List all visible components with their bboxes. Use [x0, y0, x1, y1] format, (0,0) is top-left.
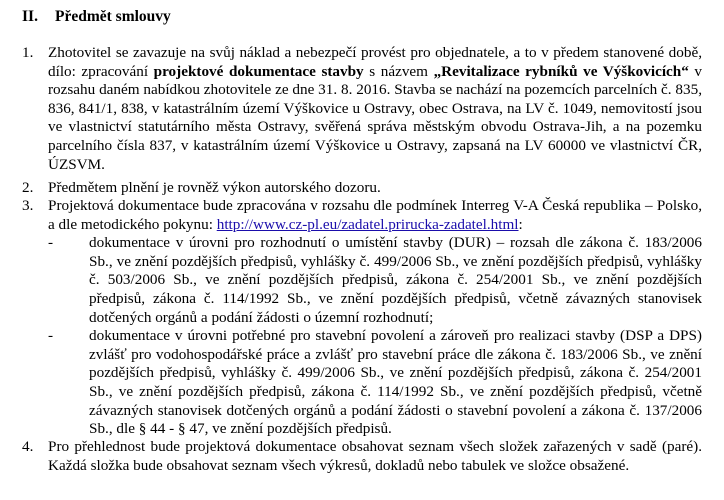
sub-list-item-1: [48, 234, 702, 327]
bold-project-documentation: projektové dokumentace stavby: [153, 62, 364, 80]
bold-project-name: „Revitalizace rybníků ve Výškovicích“: [433, 62, 689, 80]
section-number: II.: [22, 8, 38, 25]
list-item-4: [22, 438, 702, 475]
list-item-2: [22, 179, 702, 198]
item-number: 2.: [22, 179, 34, 196]
list-item-3: [22, 197, 702, 439]
item-text-part: s názvem: [363, 62, 434, 80]
section-title: Předmět smlouvy: [55, 8, 171, 25]
dash-bullet: -: [48, 327, 54, 345]
item-text: [48, 197, 702, 234]
methodology-link[interactable]: http://www.cz-pl.eu/zadatel.prirucka-zadatel.html: [216, 215, 519, 233]
item-number: 3.: [22, 197, 34, 214]
item-text-part: v rozsahu daném nabídkou zhotovitele ze dne 31. 8. 2016. Stavba se nachází na pozemcích parcelních č. 835, 836, 841/1, 838, v katastrálním území Výškovice u Ostravy, obec Ostrava, na LV č. 1049, nemovitostí jsou ve vlastnictví statutárního města Ostravy, svěřená správa městským obvodu Ostrava-Jih, a na pozemku parcelního čísla 837, v katastrálním území Výškovice u Ostravy, zapsaná na LV 60000 ve vlastnictví ČR, ÚZSVM.: [48, 62, 703, 173]
item-text: Pro přehlednost bude projektová dokumentace obsahovat seznam všech složek zařazených v sadě (paré). Každá složka bude obsahovat seznam všech výkresů, dokladů nebo tabulek ve složce obsažené.: [48, 438, 702, 474]
item-number: 4.: [22, 438, 34, 455]
item-text: [48, 44, 702, 174]
item-number: 1.: [22, 44, 34, 61]
section-heading: [22, 8, 171, 27]
sub-item-text: dokumentace v úrovni potřebné pro stavební povolení a zároveň pro realizaci stavby (DSP a DPS) zvlášť pro vodohospodářské práce a zvlášť pro stavební práce dle zákona č. 183/2006 Sb., ve znění pozdějších předpisů, vyhlášky č. 499/2006 Sb., ve znění pozdějších předpisů, zákona č. 254/2001 Sb., ve znění pozdějších předpisů, zákona č. 114/1992 Sb., ve znění pozdějších předpisů, včetně závazných stanovisek dotčených orgánů a podání žádosti o stavební povolení a zákona č. 137/2006 Sb., dle § 44 - § 47, ve znění pozdějších předpisů.: [89, 327, 702, 438]
list-item-1: [22, 44, 702, 174]
item-text-part: Projektová dokumentace bude zpracována v rozsahu dle podmínek Interreg V-A Česká republika – Polsko, a dle metodického pokynu:: [48, 197, 702, 233]
dash-bullet: -: [48, 234, 54, 252]
sub-list-item-2: [48, 327, 702, 439]
item-text: Předmětem plnění je rovněž výkon autorského dozoru.: [48, 179, 381, 196]
sub-item-text: dokumentace v úrovni pro rozhodnutí o umístění stavby (DUR) – rozsah dle zákona č. 183/2006 Sb., ve znění pozdějších předpisů, vyhlášky č. 499/2006 Sb., ve znění pozdějších předpisů, vyhlášky č. 503/2006 Sb., ve znění pozdějších předpisů, zákona č. 254/2001 Sb., ve znění pozdějších předpisů, zákona č. 114/1992 Sb., ve znění pozdějších předpisů, včetně závazných stanovisek dotčených orgánů a podání žádosti o územní rozhodnutí;: [89, 234, 702, 326]
item-text-part: Zhotovitel se zavazuje na svůj náklad a nebezpečí provést pro objednatele, a to v předem stanovené době, dílo: zpracování: [48, 44, 702, 80]
item-text-part: :: [518, 215, 523, 233]
